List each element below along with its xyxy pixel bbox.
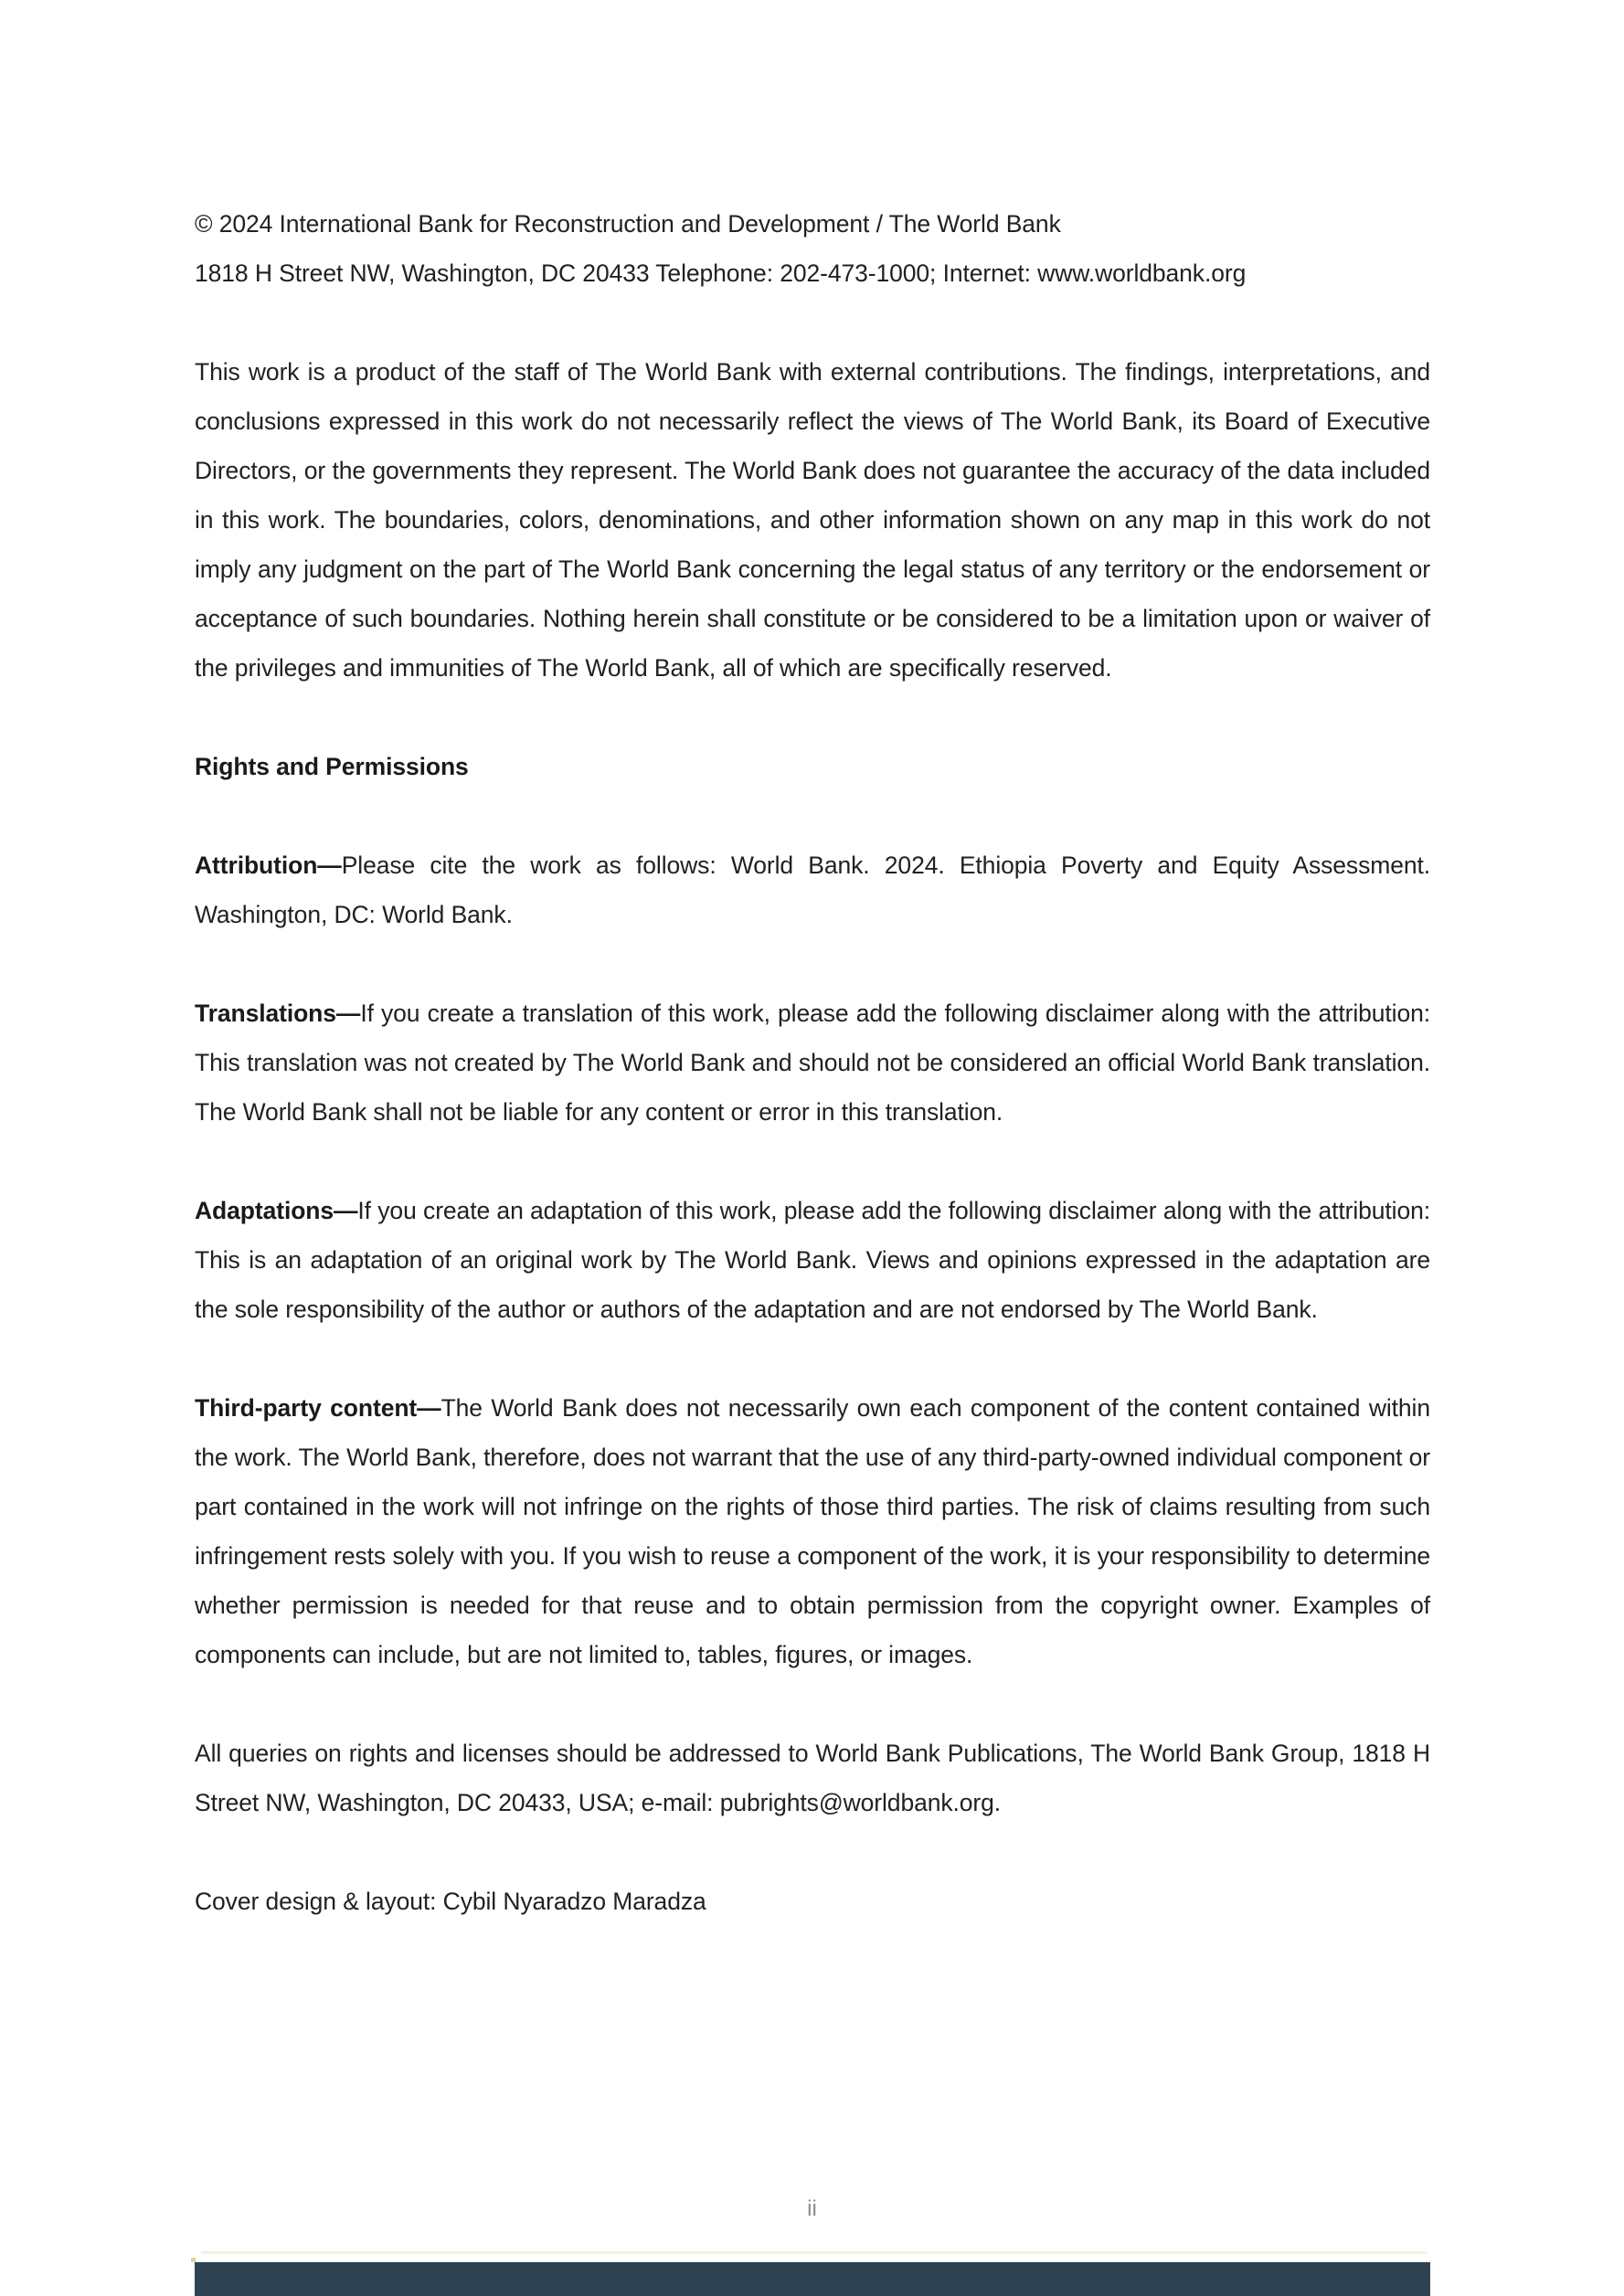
page-number: ii: [807, 2196, 817, 2221]
copyright-block: [195, 199, 1430, 298]
third-party-content-body: The World Bank does not necessarily own each component of the content contained within the work. The World Bank, therefore, does not warrant that the use of any third-party-owned individual component or part contained in the work will not infringe on the rights of those third parties. The risk of claims resulting from such infringement rests solely with you. If you wish to reuse a component of the work, it is your responsibility to determine whether permission is needed for that reuse and to obtain permission from the copyright owner. Examples of components can include, but are not limited to, tables, figures, or images.: [195, 1394, 1430, 1668]
queries-paragraph: All queries on rights and licenses should be addressed to World Bank Publications, The World Bank Group, 1818 H Street NW, Washington, DC 20433, USA; e-mail: pubrights@worldbank.org.: [195, 1740, 1430, 1816]
adaptations-paragraph: [195, 1186, 1430, 1334]
attribution-lead: Attribution—: [195, 852, 342, 879]
footer-accent-line: [201, 2251, 1428, 2254]
copyright-line-1: © 2024 International Bank for Reconstruction and Development / The World Bank: [195, 210, 1061, 238]
adaptations-lead: Adaptations—: [195, 1197, 358, 1224]
disclaimer-paragraph: This work is a product of the staff of The World Bank with external contributions. The findings, interpretations, and conclusions expressed in this work do not necessarily reflect the views of The World Bank, its Board of Executive Directors, or the governments they represent. The World Bank does not guarantee the accuracy of the data included in this work. The boundaries, colors, denominations, and other information shown on any map in this work do not imply any judgment on the part of The World Bank concerning the legal status of any territory or the endorsement or acceptance of such boundaries. Nothing herein shall constitute or be considered to be a limitation upon or waiver of the privileges and immunities of The World Bank, all of which are specifically reserved.: [195, 358, 1430, 682]
cover-credit-line: Cover design & layout: Cybil Nyaradzo Maradza: [195, 1888, 706, 1915]
copyright-line-2: 1818 H Street NW, Washington, DC 20433 Telephone: 202-473-1000; Internet: www.worldbank.org: [195, 259, 1247, 287]
attribution-body: Please cite the work as follows: World Bank. 2024. Ethiopia Poverty and Equity Assessment. Washington, DC: World Bank.: [195, 852, 1430, 928]
page-content: [195, 199, 1430, 1975]
third-party-content-lead: Third-party content—: [195, 1394, 441, 1422]
translations-lead: Translations—: [195, 1000, 361, 1027]
adaptations-body: If you create an adaptation of this work, please add the following disclaimer along with the attribution: This is an adaptation of an original work by The World Bank. Views and opinions expressed in the adaptation are the sole responsibility of the author or authors of the adaptation and are not endorsed by The World Bank.: [195, 1197, 1430, 1323]
rights-permissions-heading: Rights and Permissions: [195, 753, 469, 780]
attribution-paragraph: [195, 841, 1430, 939]
footer-bar: [195, 2262, 1430, 2296]
third-party-content-paragraph: [195, 1383, 1430, 1679]
translations-body: If you create a translation of this work, please add the following disclaimer along with the attribution: This translation was not created by The World Bank and should not be considered an official World Bank translation. The World Bank shall not be liable for any content or error in this translation.: [195, 1000, 1430, 1126]
translations-paragraph: [195, 989, 1430, 1137]
